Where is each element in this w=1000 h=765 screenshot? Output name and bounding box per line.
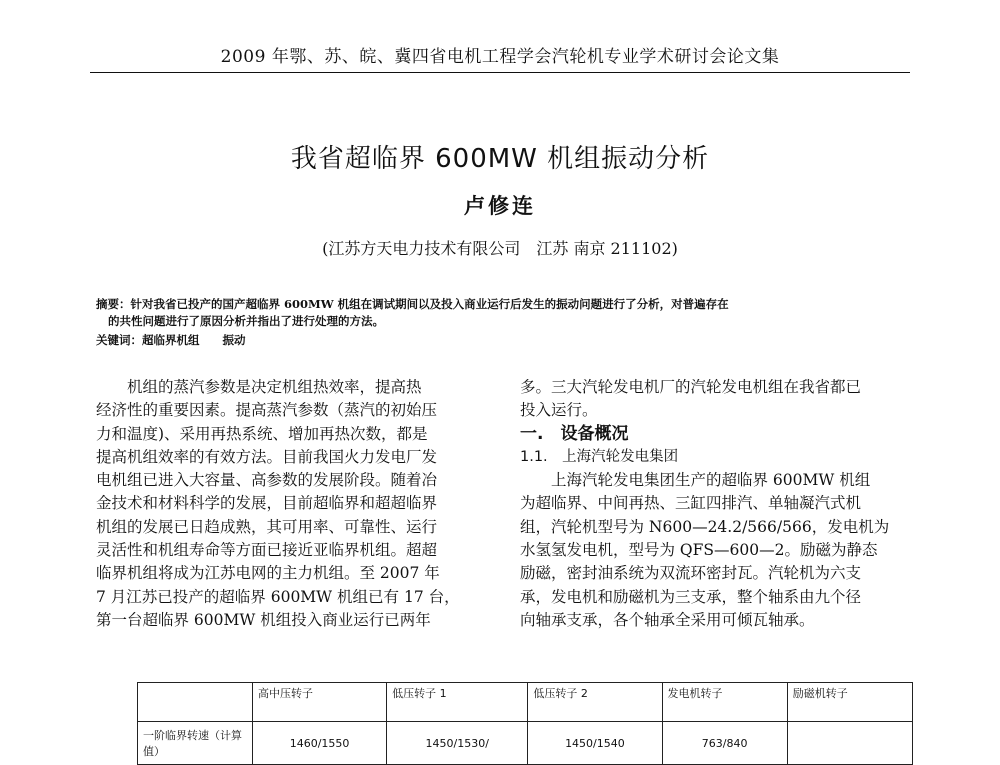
keywords (96, 332, 906, 348)
table-cell (787, 722, 912, 765)
keywords-text: 超临界机组 振动 (142, 333, 246, 347)
paper-title: 我省超临界 600MW 机组振动分析 (290, 144, 710, 174)
table-header-cell (138, 683, 253, 722)
abstract (96, 296, 906, 330)
body-line: 水氢氢发电机，型号为 QFS—600—2。励磁为静态 (520, 541, 878, 560)
abstract-line-1: 针对我省已投产的国产超临界 600MW 机组在调试期间以及投入商业运行后发生的振动问题进行了分析，对普遍存在 (130, 297, 729, 311)
left-column (96, 376, 488, 632)
table-header-cell: 发电机转子 (662, 683, 787, 722)
table-cell: 1450/1530/ (387, 722, 528, 765)
abstract-line-2: 的共性问题进行了原因分析并指出了进行处理的方法。 (108, 314, 384, 328)
body-line: 第一台超临界 600MW 机组投入商业运行已两年 (96, 610, 431, 629)
body-line: 承，发电机和励磁机为三支承，整个轴系由九个径 (520, 587, 862, 606)
body-line: 临界机组将成为江苏电网的主力机组。至 2007 年 (96, 564, 440, 583)
body-line: 上海汽轮发电集团生产的超临界 600MW 机组 (551, 471, 871, 490)
table-cell: 763/840 (662, 722, 787, 765)
body-line: 机组的蒸汽参数是决定机组热效率，提高热 (127, 378, 422, 396)
table-header-cell: 低压转子 1 (387, 683, 528, 722)
body-line: 7 月江苏已投产的超临界 600MW 机组已有 17 台， (96, 587, 460, 606)
abstract-label: 摘要： (96, 297, 131, 311)
table-header-cell: 低压转子 2 (528, 683, 662, 722)
table-cell: 1460/1550 (253, 722, 387, 765)
keywords-label: 关键词： (96, 333, 142, 347)
table-row (138, 722, 913, 765)
body-line: 励磁，密封油系统为双流环密封瓦。汽轮机为六支 (520, 564, 862, 583)
body-line: 灵活性和机组寿命等方面已接近亚临界机组。超超 (96, 541, 438, 560)
right-column (520, 376, 912, 632)
table-header-cell: 高中压转子 (253, 683, 387, 722)
body-line: 多。三大汽轮发电机厂的汽轮发电机组在我省都已 (520, 378, 862, 396)
rotor-critical-speed-table (137, 682, 913, 765)
body-line: 投入运行。 (520, 401, 598, 420)
table-header-row (138, 683, 913, 722)
section-heading: 一. 设备概况 (520, 423, 629, 444)
body-line: 为超临界、中间再热、三缸四排汽、单轴凝汽式机 (520, 494, 862, 513)
table-cell: 1450/1540 (528, 722, 662, 765)
affiliation: (江苏方天电力技术有限公司 江苏 南京 211102) (322, 239, 678, 258)
body-line: 金技术和材料科学的发展，目前超临界和超超临界 (96, 494, 438, 513)
body-line: 组，汽轮机型号为 N600—24.2/566/566，发电机为 (520, 517, 890, 536)
body-line: 电机组已进入大容量、高参数的发展阶段。随着冶 (96, 471, 438, 490)
author-name: 卢修连 (464, 193, 536, 218)
body-line: 提高机组效率的有效方法。目前我国火力发电厂发 (96, 447, 438, 466)
subsection-heading: 1.1. 上海汽轮发电集团 (520, 448, 679, 465)
table-cell: 一阶临界转速（计算值） (138, 722, 253, 765)
body-line: 力和温度)、采用再热系统、增加再热次数，都是 (96, 424, 428, 443)
table-header-cell: 励磁机转子 (787, 683, 912, 722)
header-rule (90, 72, 910, 73)
running-header: 2009 年鄂、苏、皖、冀四省电机工程学会汽轮机专业学术研讨会论文集 (220, 47, 780, 67)
body-line: 经济性的重要因素。提高蒸汽参数（蒸汽的初始压 (96, 401, 438, 420)
body-line: 向轴承支承，各个轴承全采用可倾瓦轴承。 (520, 610, 815, 629)
body-line: 机组的发展已日趋成熟，其可用率、可靠性、运行 (96, 517, 438, 536)
